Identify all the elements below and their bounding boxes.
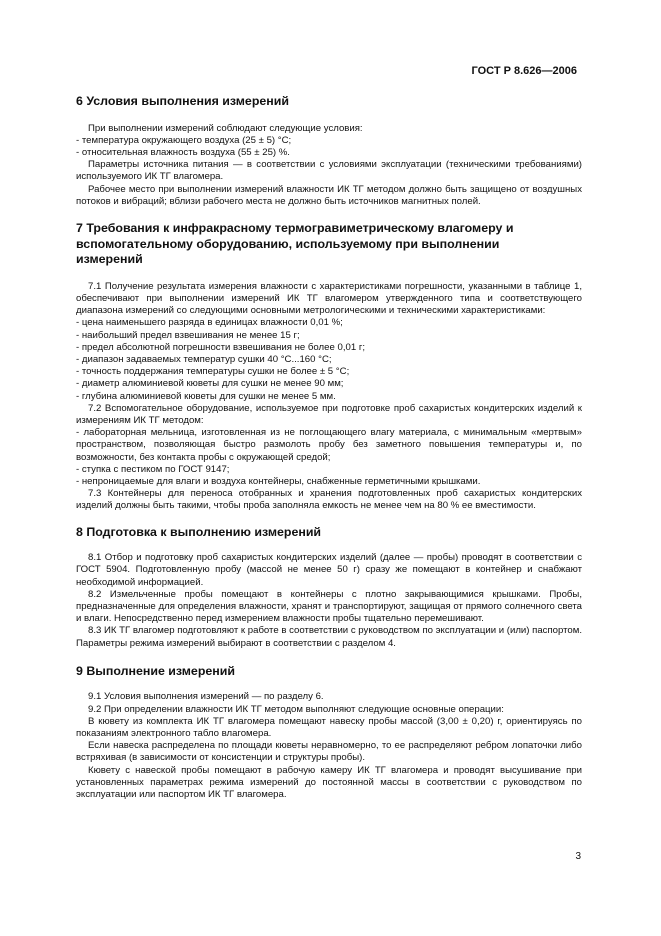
list-item: - температура окружающего воздуха (25 ± 5) °С; [76,134,292,146]
section-8-heading: 8 Подготовка к выполнению измерений [76,524,322,539]
paragraph: При выполнении измерений соблюдают следующие условия: [88,122,363,134]
section-9-heading: 9 Выполнение измерений [76,663,235,678]
paragraph: 9.1 Условия выполнения измерений — по разделу 6. [88,691,324,703]
page-number: 3 [575,851,581,862]
paragraph: 8.1 Отбор и подготовку проб сахаристых кондитерских изделий (далее — пробы) проводят в соответствии с ГОСТ 5904. Подготовленную пробу (массой не менее 50 г) сразу же помещают в контейнер и снабжают необходимой информацией. [76,552,582,588]
list-item: - точность поддержания температуры сушки не более ± 5 °С; [76,366,350,378]
paragraph: 7.3 Контейнеры для переноса отобранных и хранения подготовленных проб сахаристых кондитерских изделий должны быть такими, чтобы проба заполняла емкость не менее чем на 80 % ее вместимости. [76,488,582,512]
paragraph: 8.3 ИК ТГ влагомер подготовляют к работе в соответствии с руководством по эксплуатации и (или) паспортом. Параметры режима измерений выбирают в соответствии с разделом 4. [76,625,583,649]
document-body [76,94,582,801]
paragraph: Параметры источника питания — в соответствии с условиями эксплуатации (техническими требованиями) используемого ИК ТГ влагомера. [76,159,582,183]
paragraph: В кювету из комплекта ИК ТГ влагомера помещают навеску пробы массой (3,00 ± 0,20) г, ориентируясь по показаниям электронного табло влагомера. [76,715,582,740]
list-item: - ступка с пестиком по ГОСТ 9147; [76,463,230,475]
paragraph: 9.2 При определении влажности ИК ТГ методом выполняют следующие основные операции: [88,703,504,715]
section-6-heading: 6 Условия выполнения измерений [76,94,289,108]
list-item: - наибольший предел взвешивания не менее 15 г; [76,329,300,341]
list-item: - глубина алюминиевой кюветы для сушки не менее 5 мм. [76,390,336,402]
list-item: - непроницаемые для влаги и воздуха контейнеры, снабженные герметичными крышками. [76,476,481,488]
list-item: - диапазон задаваемых температур сушки 40 °С...160 °С; [76,354,332,366]
paragraph: Если навеска распределена по площади кюветы неравномерно, то ее распределяют ребром лопаточки либо встряхивая (в зависимости от консистенции и структуры пробы). [76,740,582,764]
section-7-heading: 7 Требования к инфракрасному термогравиметрическому влагомеру и вспомогательному оборудованию, используемому при выполнении измерений [76,221,514,267]
list-item: - предел абсолютной погрешности взвешивания не более 0,01 г; [76,341,365,353]
paragraph: 7.1 Получение результата измерения влажности с характеристиками погрешности, указанными в таблице 1, обеспечивают при выполнении измерений ИК ТГ влагомером утвержденного типа и соответствующего диапазона измерений со следующими основными метрологическими и техническими характеристиками: [76,280,582,317]
paragraph: 8.2 Измельченные пробы помещают в контейнеры с плотно закрывающимися крышками. Пробы, предназначенные для определения влажности, хранят и транспортируют, защищая от прямого солнечного света и влаги. Непосредственно перед измерением влажности пробы тщательно перемешивают. [76,588,582,625]
paragraph: 7.2 Вспомогательное оборудование, используемое при подготовке проб сахаристых кондитерских изделий к измерениям ИК ТГ методом: [76,402,582,427]
paragraph: Кювету с навеской пробы помещают в рабочую камеру ИК ТГ влагомера и проводят высушивание при установленных параметрах режима измерений до постоянной массы в соответствии с руководством по эксплуатации или паспортом ИК ТГ влагомера. [76,764,582,801]
list-item: - лабораторная мельница, изготовленная из не поглощающего влагу материала, с минимальным «мертвым» пространством, позволяющая быстро размолоть пробу без заметного повышения температуры и, по возможности, без контакта пробы с окружающей средой; [76,427,582,463]
list-item: - относительная влажность воздуха (55 ± 25) %. [76,147,290,158]
document-code: ГОСТ Р 8.626—2006 [471,65,577,77]
paragraph: Рабочее место при выполнении измерений влажности ИК ТГ методом должно быть защищено от воздушных потоков и вибраций; вблизи рабочего места не должно быть источников магнитных полей. [76,183,582,207]
list-item: - диаметр алюминиевой кюветы для сушки не менее 90 мм; [76,378,344,390]
list-item: - цена наименьшего разряда в единицах влажности 0,01 %; [76,317,343,329]
